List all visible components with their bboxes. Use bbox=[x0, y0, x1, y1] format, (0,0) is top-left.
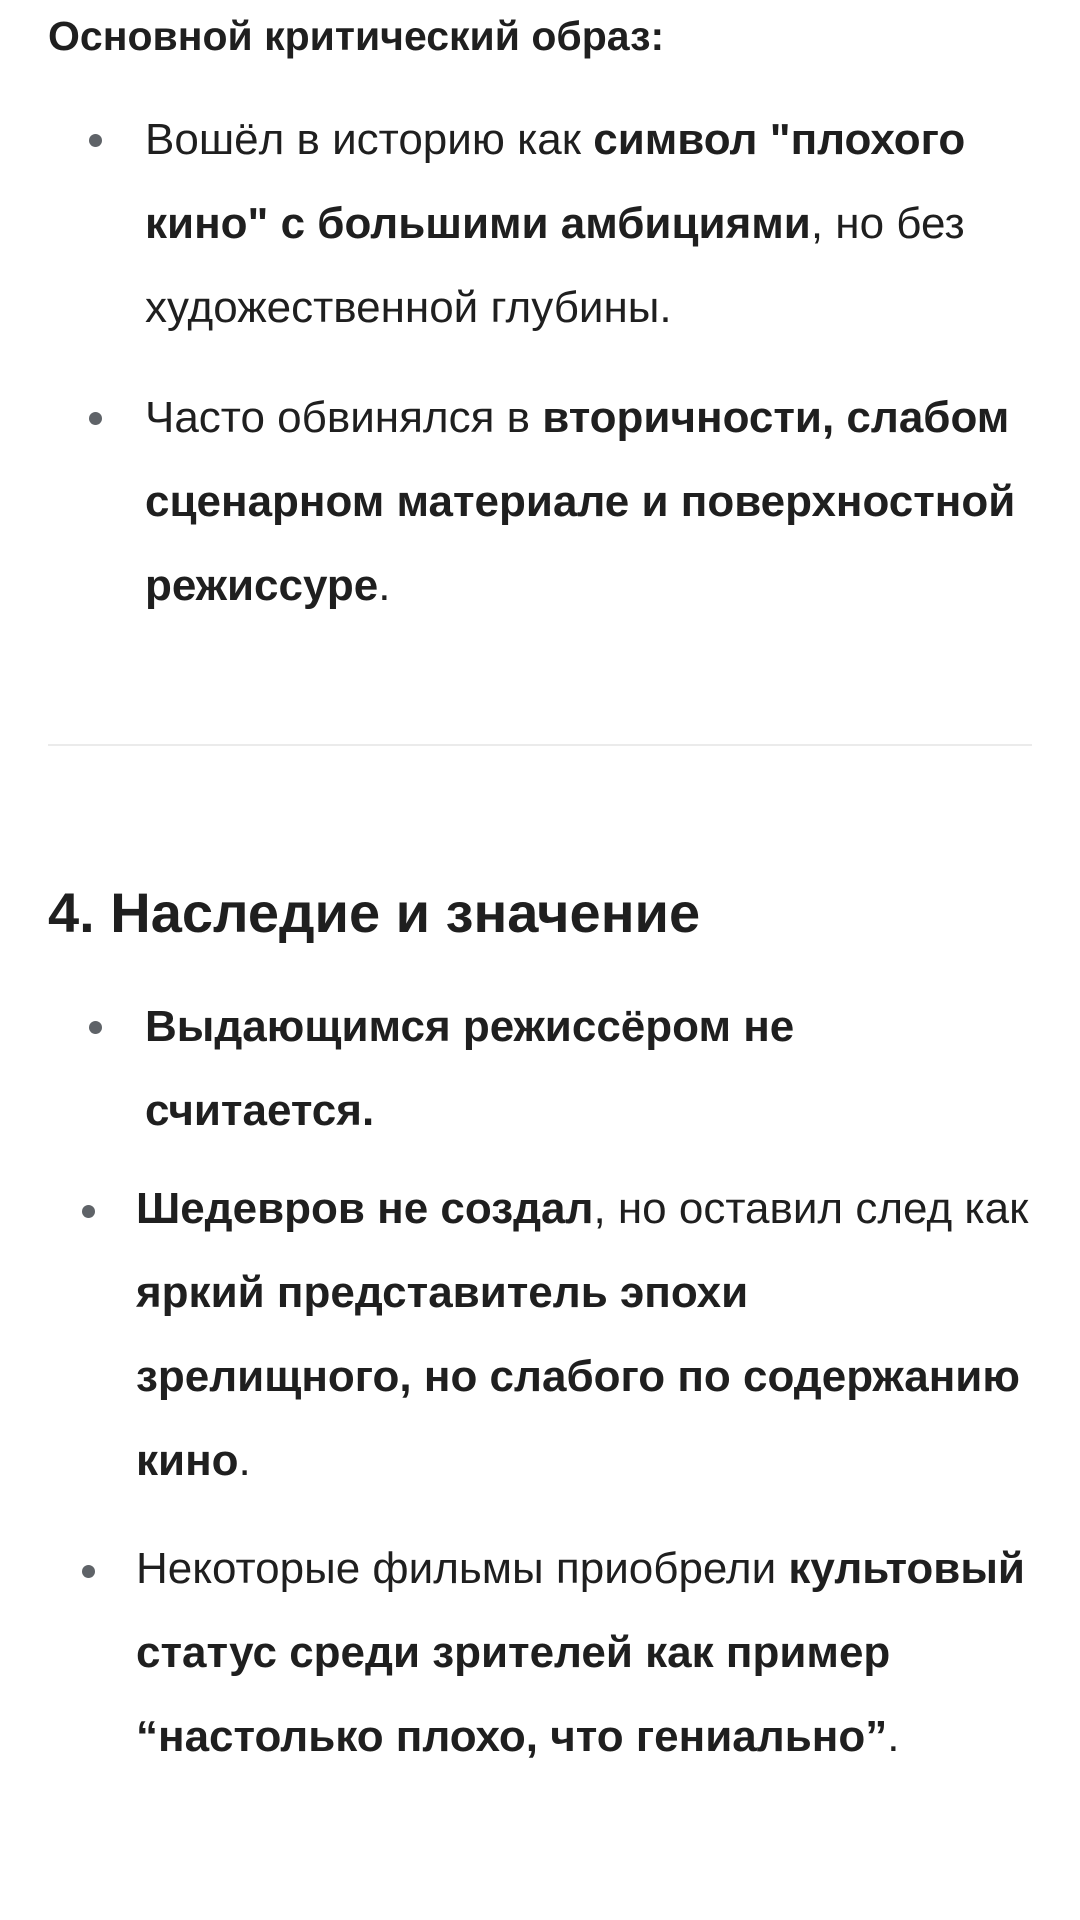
section-heading: 4. Наследие и значение bbox=[48, 881, 701, 944]
list-item-bold-text: Выдающимся режиссёром не считается. bbox=[145, 1002, 795, 1135]
list-item-text: . bbox=[887, 1712, 900, 1761]
bullet-dot-icon bbox=[89, 412, 102, 425]
list-item-text: . bbox=[378, 561, 391, 610]
list-item-bold-text: Шедевров не создал bbox=[136, 1184, 594, 1233]
list-item-bold-text: культовый статус среди зрителей как пример “настолько плохо, что гениально” bbox=[136, 1544, 1025, 1761]
bullet-dot-icon bbox=[89, 1021, 102, 1034]
list-item-text: Часто обвинялся в bbox=[145, 393, 543, 442]
list-item-text: , но без художественной глубины. bbox=[145, 199, 965, 332]
list-item-bold-text: вторичности, слабом сценарном материале и поверхностной режиссуре bbox=[145, 393, 1016, 610]
list-item bbox=[145, 98, 1045, 350]
bullet-dot-icon bbox=[89, 134, 102, 147]
bullet-dot-icon bbox=[82, 1205, 95, 1218]
bullet-dot-icon bbox=[82, 1565, 95, 1578]
critical-image-list bbox=[145, 98, 1045, 628]
list-item-text: Вошёл в историю как bbox=[145, 115, 594, 164]
list-item-text: . bbox=[238, 1436, 251, 1485]
list-item-bold-text: символ "плохого кино" с большими амбициями bbox=[145, 115, 966, 248]
list-item bbox=[145, 985, 1025, 1153]
legacy-list bbox=[136, 1167, 1036, 1779]
list-item-text: Некоторые фильмы приобрели bbox=[136, 1544, 789, 1593]
list-item bbox=[136, 1527, 1036, 1779]
list-item bbox=[145, 376, 1045, 628]
list-item-bold-text: яркий представитель эпохи зрелищного, но слабого по содержанию кино bbox=[136, 1268, 1020, 1485]
section-divider bbox=[48, 744, 1032, 746]
legacy-list-top bbox=[145, 985, 1025, 1153]
list-item-text: , но оставил след как bbox=[593, 1184, 1029, 1233]
list-item bbox=[136, 1167, 1036, 1503]
critical-image-subheading: Основной критический образ: bbox=[48, 13, 665, 59]
